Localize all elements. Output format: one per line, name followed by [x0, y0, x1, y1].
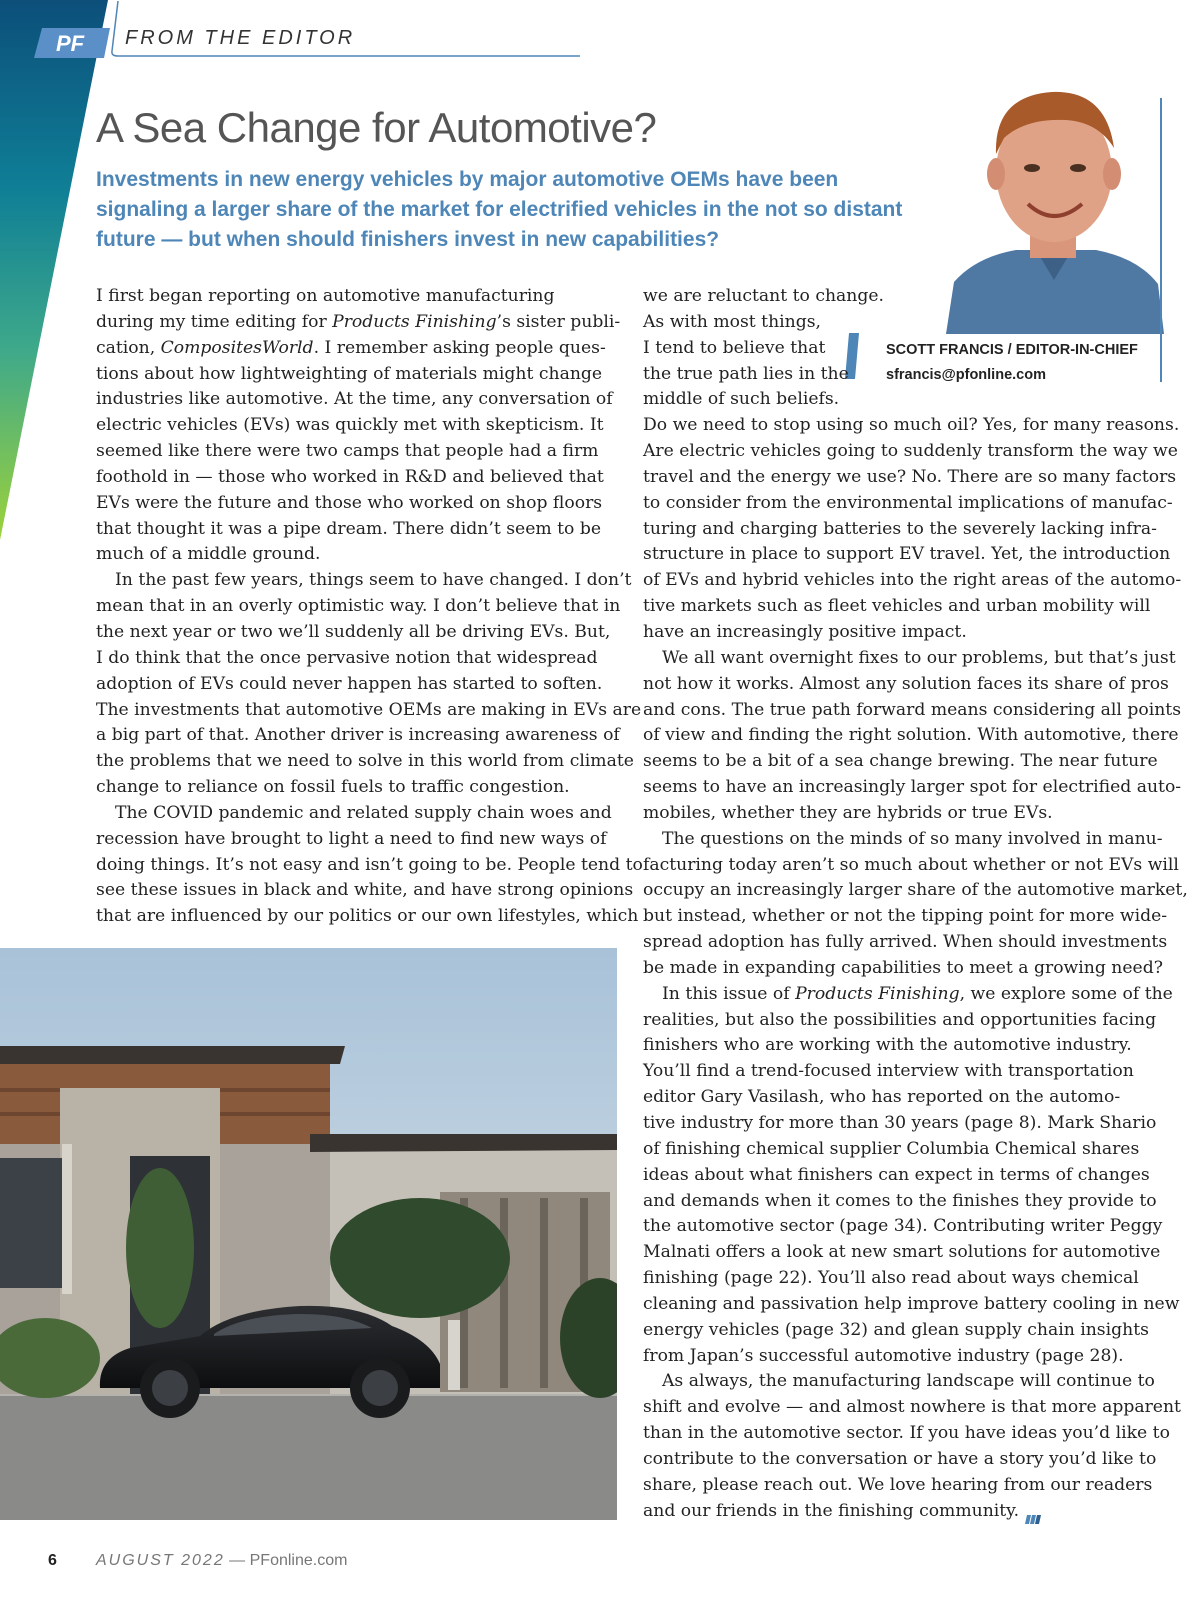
body-line: As with most things, [643, 311, 822, 332]
body-line: and cons. The true path forward means considering all points [643, 699, 1182, 720]
body-line: share, please reach out. We love hearing from our readers [643, 1474, 1153, 1495]
body-line: facturing today aren’t so much about whether or not EVs will [643, 854, 1179, 875]
body-line: have an increasingly positive impact. [643, 621, 967, 642]
body-line: to consider from the environmental implications of manufac- [643, 492, 1173, 513]
section-label: FROM THE EDITOR [125, 27, 356, 49]
body-line: In the past few years, things seem to have changed. I don’t [115, 570, 632, 591]
body-line: of view and finding the right solution. With automotive, there [643, 725, 1179, 746]
body-line: mobiles, whether they are hybrids or true EVs. [643, 802, 1053, 823]
body-column-right [643, 284, 1188, 1525]
body-line: the true path lies in the [643, 363, 849, 384]
body-line: Do we need to stop using so much oil? Yes, for many reasons. [643, 415, 1180, 436]
body-line: energy vehicles (page 32) and glean supply chain insights [643, 1319, 1149, 1340]
issue-line [96, 1552, 347, 1570]
body-line: doing things. It’s not easy and isn’t going to be. People tend to [96, 854, 643, 875]
body-line: of EVs and hybrid vehicles into the right areas of the automo- [643, 570, 1182, 591]
body-line: adoption of EVs could never happen has started to soften. [96, 673, 603, 694]
body-line: foothold in — those who worked in R&D and believed that [96, 466, 604, 487]
site-name: PFonline.com [249, 1552, 348, 1569]
body-line: Malnati offers a look at new smart solutions for automotive [643, 1242, 1161, 1263]
body-line: tive markets such as fleet vehicles and urban mobility will [643, 596, 1151, 617]
body-line: In this issue of Products Finishing, we explore some of the [662, 983, 1173, 1004]
body-line: finishers who are working with the automotive industry. [643, 1035, 1132, 1056]
body-line: recession have brought to light a need to find new ways of [96, 828, 607, 849]
article-deck: Investments in new energy vehicles by major automotive OEMs have been signaling a larger share of the market for electrified vehicles in the not so distant future — but when should finishers invest in new capabilities? [96, 168, 903, 251]
body-line: but instead, whether or not the tipping point for more wide- [643, 906, 1168, 927]
body-line: The questions on the minds of so many involved in manu- [662, 828, 1163, 849]
body-line: You’ll find a trend-focused interview with transportation [643, 1061, 1134, 1082]
side-gradient-bar [0, 0, 108, 540]
body-line: I tend to believe that [643, 337, 826, 358]
body-line: The COVID pandemic and related supply chain woes and [115, 802, 612, 823]
body-line: be made in expanding capabilities to meet a growing need? [643, 957, 1163, 978]
page-number: 6 [48, 1552, 57, 1569]
issue-dash: — [229, 1552, 246, 1569]
body-line: finishing (page 22). You’ll also read about ways chemical [643, 1268, 1139, 1289]
body-line: see these issues in black and white, and have strong opinions [96, 880, 634, 901]
body-line: the problems that we need to solve in this world from climate [96, 751, 634, 772]
body-line: cleaning and passivation help improve battery cooling in new [643, 1293, 1180, 1314]
author-name: SCOTT FRANCIS [886, 342, 1004, 358]
body-line: the next year or two we’ll suddenly all be driving EVs. But, [96, 621, 611, 642]
pf-logo [34, 28, 110, 58]
body-line: tive industry for more than 30 years (page 8). Mark Shario [643, 1113, 1157, 1133]
article-title: A Sea Change for Automotive? [96, 104, 657, 151]
body-line: the automotive sector (page 34). Contributing writer Peggy [643, 1216, 1163, 1237]
author-role: EDITOR-IN-CHIEF [1015, 342, 1138, 358]
body-line: much of a middle ground. [96, 544, 321, 565]
body-line: We all want overnight fixes to our problems, but that’s just [662, 647, 1176, 668]
body-line: occupy an increasingly larger share of the automotive market, [643, 880, 1188, 901]
body-line: seems to be a bit of a sea change brewing. The near future [643, 751, 1158, 772]
issue-date: AUGUST 2022 [96, 1552, 225, 1569]
body-line: mean that in an overly optimistic way. I don’t believe that in [96, 596, 621, 617]
body-line: turing and charging batteries to the severely lacking infra- [643, 518, 1157, 539]
body-line: I first began reporting on automotive manufacturing [96, 286, 555, 306]
body-line: than in the automotive sector. If you have ideas you’d like to [643, 1423, 1170, 1444]
body-line: EVs were the future and those who worked on shop floors [96, 492, 603, 513]
body-line: tions about how lightweighting of materials might change [96, 363, 603, 384]
byline-separator: / [1007, 342, 1012, 358]
body-line: ideas about what finishers can expect in terms of changes [643, 1164, 1150, 1185]
body-line: shift and evolve — and almost nowhere is that more apparent [643, 1397, 1181, 1418]
body-line: realities, but also the possibilities and opportunities facing [643, 1009, 1157, 1030]
body-line: The investments that automotive OEMs are making in EVs are [96, 699, 642, 720]
end-mark-icon [1025, 1507, 1041, 1516]
body-line: industries like automotive. At the time, any conversation of [96, 389, 613, 410]
house-car-photo [0, 948, 617, 1520]
body-line: cation, CompositesWorld. I remember asking people ques- [96, 337, 606, 358]
body-column-left [96, 284, 643, 930]
body-line-last [643, 1499, 1163, 1525]
body-line: during my time editing for Products Finishing’s sister publi- [96, 311, 621, 332]
body-line: we are reluctant to change. [643, 286, 884, 306]
body-line: Are electric vehicles going to suddenly transform the way we [643, 441, 1178, 462]
body-line: not how it works. Almost any solution faces its share of pros [643, 673, 1169, 694]
body-line: a big part of that. Another driver is increasing awareness of [96, 725, 620, 746]
body-line: that are influenced by our politics or our own lifestyles, which [96, 906, 639, 927]
body-line: from Japan’s successful automotive industry (page 28). [643, 1345, 1124, 1366]
author-email: sfrancis@pfonline.com [886, 367, 1046, 383]
body-line: editor Gary Vasilash, who has reported on the automo- [643, 1087, 1121, 1108]
body-line: that thought it was a pipe dream. There didn’t seem to be [96, 518, 602, 539]
body-line: change to reliance on fossil fuels to traffic congestion. [96, 777, 570, 798]
body-line: travel and the energy we use? No. There are so many factors [643, 466, 1177, 487]
body-line: electric vehicles (EVs) was quickly met with skepticism. It [96, 415, 604, 436]
body-line: As always, the manufacturing landscape will continue to [662, 1371, 1155, 1392]
body-line: seems to have an increasingly larger spot for electrified auto- [643, 777, 1182, 798]
body-line: spread adoption has fully arrived. When should investments [643, 932, 1168, 953]
body-line: seemed like there were two camps that people had a firm [96, 441, 599, 462]
body-line: middle of such beliefs. [643, 389, 840, 410]
logo-text: PF [55, 31, 85, 56]
body-line: contribute to the conversation or have a story you’d like to [643, 1448, 1157, 1469]
body-line: I do think that the once pervasive notion that widespread [96, 647, 598, 668]
body-line-last-text: and our friends in the finishing community. [643, 1500, 1020, 1521]
body-line: of finishing chemical supplier Columbia Chemical shares [643, 1138, 1140, 1159]
body-line: structure in place to support EV travel. Yet, the introduction [643, 544, 1171, 565]
body-line: and demands when it comes to the finishes they provide to [643, 1190, 1157, 1211]
